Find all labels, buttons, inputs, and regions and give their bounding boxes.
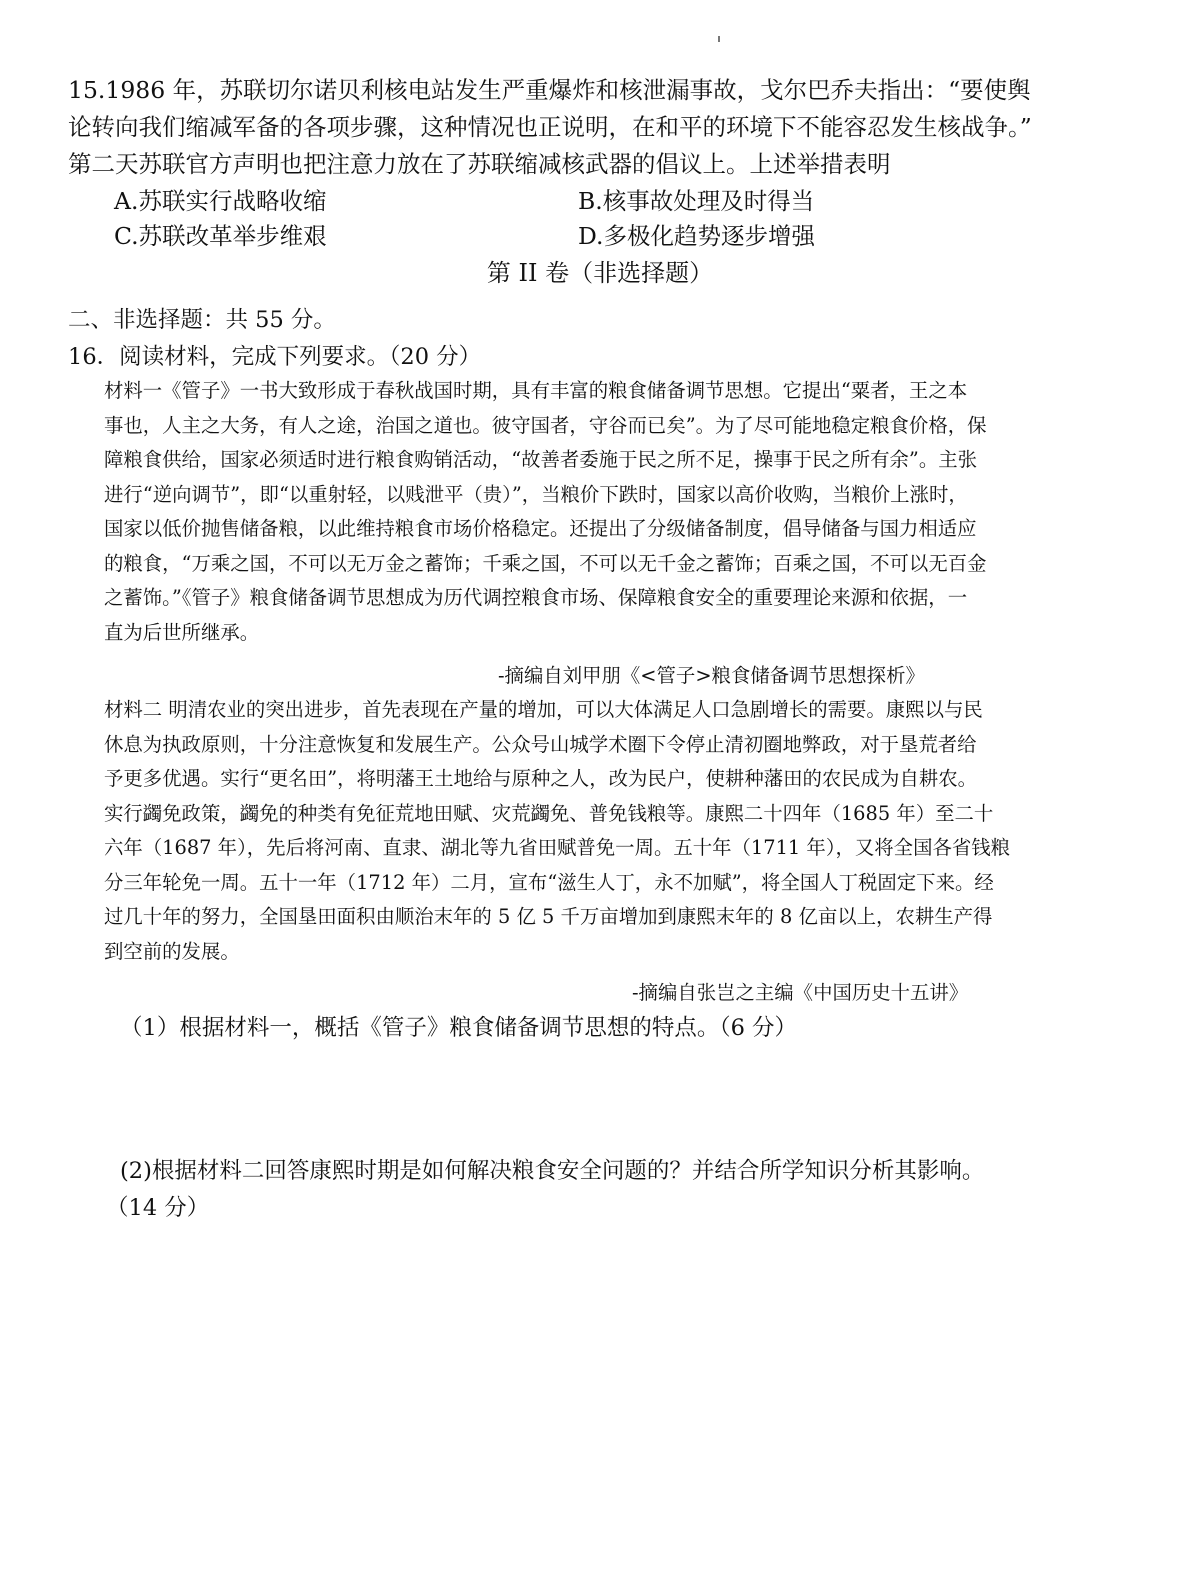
material-1-line: 直为后世所继承。 bbox=[104, 620, 260, 644]
question-16-stem: 16．阅读材料，完成下列要求。（20 分） bbox=[68, 344, 482, 370]
material-1-line: 国家以低价抛售储备粮，以此维持粮食市场价格稳定。还提出了分级储备制度，倡导储备与国力相适应 bbox=[104, 517, 977, 540]
option-d[interactable]: D.多极化趋势逐步增强 bbox=[578, 222, 815, 250]
q15-line: 论转向我们缩减军备的各项步骤，这种情况也正说明，在和平的环境下不能容忍发生核战争。” bbox=[68, 113, 1032, 141]
sub-question-2: (2)根据材料二回答康熙时期是如何解决粮食安全问题的？并结合所学知识分析其影响。 bbox=[120, 1158, 985, 1184]
material-2-line: 材料二 明清农业的突出进步，首先表现在产量的增加，可以大体满足人口急剧增长的需要。康熙以与民 bbox=[104, 698, 983, 721]
sub-question-1: （1）根据材料一，概括《管子》粮食储备调节思想的特点。（6 分） bbox=[120, 1015, 798, 1041]
material-1-line: 材料一《管子》一书大致形成于春秋战国时期，具有丰富的粮食储备调节思想。它提出“粟者，王之本 bbox=[104, 379, 968, 402]
option-b[interactable]: B.核事故处理及时得当 bbox=[578, 187, 815, 215]
material-2-line: 分三年轮免一周。五十一年（1712 年）二月，宣布“滋生人丁，永不加赋”，将全国人丁税固定下来。经 bbox=[104, 870, 994, 894]
material-1-line: 的粮食，“万乘之国，不可以无万金之蓄饰；千乘之国，不可以无千金之蓄饰；百乘之国，不可以无百金 bbox=[104, 551, 987, 575]
material-1-line: 事也，人主之大务，有人之途，治国之道也。彼守国者，守谷而已矣”。为了尽可能地稳定粮食价格，保 bbox=[104, 413, 987, 437]
material-1 bbox=[104, 374, 1114, 650]
material-1-line: 进行“逆向调节”，即“以重射轻，以贱泄平（贵）”，当粮价下跌时，国家以高价收购，当粮价上涨时， bbox=[104, 482, 968, 506]
part-2-title: 第 II 卷（非选择题） bbox=[486, 259, 714, 287]
material-1-source: -摘编自刘甲朋《<管子>粮食储备调节思想探析》 bbox=[498, 664, 925, 687]
material-2-line: 予更多优遇。实行“更名田”，将明藩王土地给与原种之人，改为民户，使耕种藩田的农民成为自耕农。 bbox=[104, 767, 978, 790]
material-2-source: -摘编自张岂之主编《中国历史十五讲》 bbox=[632, 981, 969, 1004]
option-a[interactable]: A.苏联实行战略收缩 bbox=[114, 187, 327, 215]
material-1-line: 之蓄饰。”《管子》粮食储备调节思想成为历代调控粮食市场、保障粮食安全的重要理论来源和依据，一 bbox=[104, 586, 968, 609]
material-2-line: 到空前的发展。 bbox=[104, 939, 240, 963]
q15-line: 15.1986 年，苏联切尔诺贝利核电站发生严重爆炸和核泄漏事故，戈尔巴乔夫指出：“要使舆 bbox=[68, 76, 1031, 104]
q15-line: 第二天苏联官方声明也把注意力放在了苏联缩减核武器的倡议上。上述举措表明 bbox=[68, 150, 891, 178]
material-2 bbox=[104, 693, 1114, 969]
section-heading: 二、非选择题：共 55 分。 bbox=[68, 307, 336, 333]
material-2-line: 过几十年的努力，全国垦田面积由顺治末年的 5 亿 5 千万亩增加到康熙末年的 8 亿亩以上，农耕生产得 bbox=[104, 905, 993, 928]
material-2-line: 实行蠲免政策，蠲免的种类有免征荒地田赋、灾荒蠲免、普免钱粮等。康熙二十四年（1685 年）至二十 bbox=[104, 801, 994, 825]
option-c[interactable]: C.苏联改革举步维艰 bbox=[114, 222, 327, 250]
material-2-line: 休息为执政原则，十分注意恢复和发展生产。公众号山城学术圈下令停止清初圈地弊政，对于垦荒者给 bbox=[104, 732, 977, 756]
question-15 bbox=[68, 72, 1130, 183]
scan-mark bbox=[718, 36, 720, 42]
material-1-line: 障粮食供给，国家必须适时进行粮食购销活动，“故善者委施于民之所不足，操事于民之所有余”。主张 bbox=[104, 448, 978, 471]
sub-question-2-score: （14 分） bbox=[106, 1195, 210, 1221]
material-2-line: 六年（1687 年），先后将河南、直隶、湖北等九省田赋普免一周。五十年（1711 年），又将全国各省钱粮 bbox=[104, 836, 1011, 859]
